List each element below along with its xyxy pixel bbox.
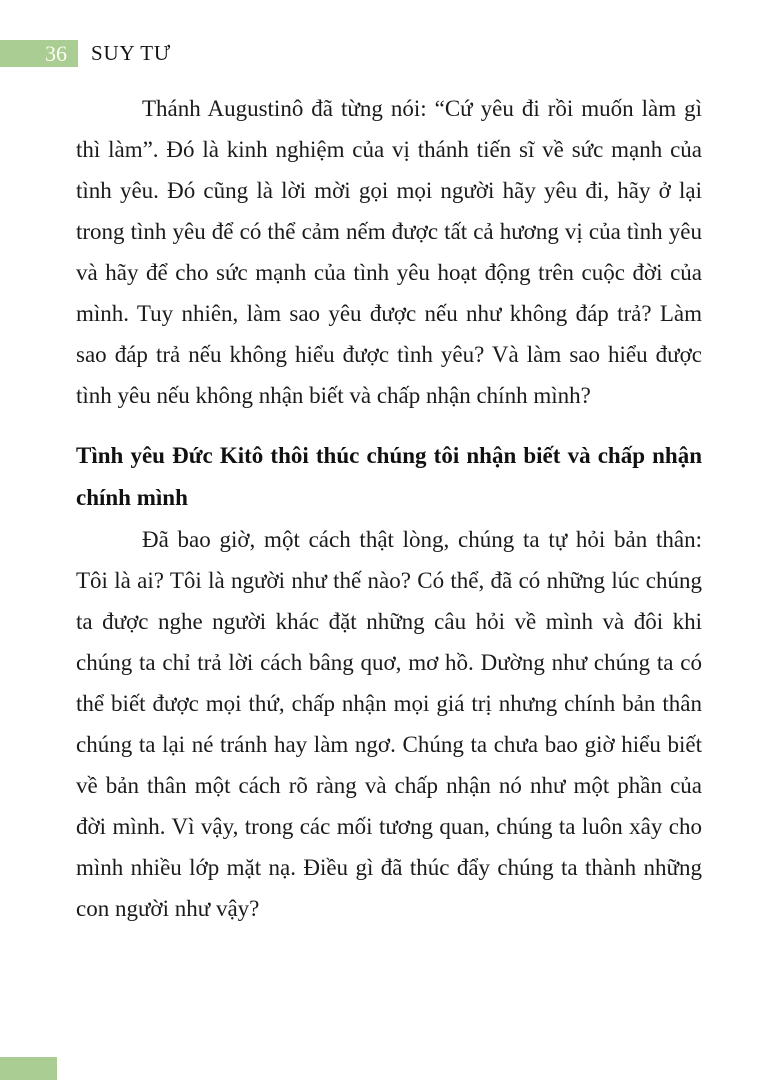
- page-header: [0, 40, 171, 67]
- paragraph-1: Thánh Augustinô đã từng nói: “Cứ yêu đi rồi muốn làm gì thì làm”. Đó là kinh nghiệm của vị thánh tiến sĩ về sức mạnh của tình yêu. Đó cũng là lời mời gọi mọi người hãy yêu đi, hãy ở lại trong tình yêu để có thể cảm nếm được tất cả hương vị của tình yêu và hãy để cho sức mạnh của tình yêu hoạt động trên cuộc đời của mình. Tuy nhiên, làm sao yêu được nếu như không đáp trả? Làm sao đáp trả nếu không hiểu được tình yêu? Và làm sao hiểu được tình yêu nếu không nhận biết và chấp nhận chính mình?: [76, 96, 702, 408]
- page-body: [76, 88, 702, 929]
- page-number: 36: [45, 41, 67, 66]
- running-title: SUY TƯ: [91, 41, 172, 65]
- section-heading: Tình yêu Đức Kitô thôi thúc chúng tôi nhận biết và chấp nhận chính mình: [76, 443, 702, 510]
- paragraph-2: Đã bao giờ, một cách thật lòng, chúng ta tự hỏi bản thân: Tôi là ai? Tôi là người như thế nào? Có thể, đã có những lúc chúng ta được nghe người khác đặt những câu hỏi về mình và đôi khi chúng ta chỉ trả lời cách bâng quơ, mơ hồ. Dường như chúng ta có thể biết được mọi thứ, chấp nhận mọi giá trị nhưng chính bản thân chúng ta lại né tránh hay làm ngơ. Chúng ta chưa bao giờ hiểu biết về bản thân một cách rõ ràng và chấp nhận nó như một phần của đời mình. Vì vậy, trong các mối tương quan, chúng ta luôn xây cho mình nhiều lớp mặt nạ. Điều gì đã thúc đẩy chúng ta thành những con người như vậy?: [76, 527, 702, 921]
- footer-accent-bar: [0, 1057, 57, 1080]
- page-number-badge: [0, 40, 78, 67]
